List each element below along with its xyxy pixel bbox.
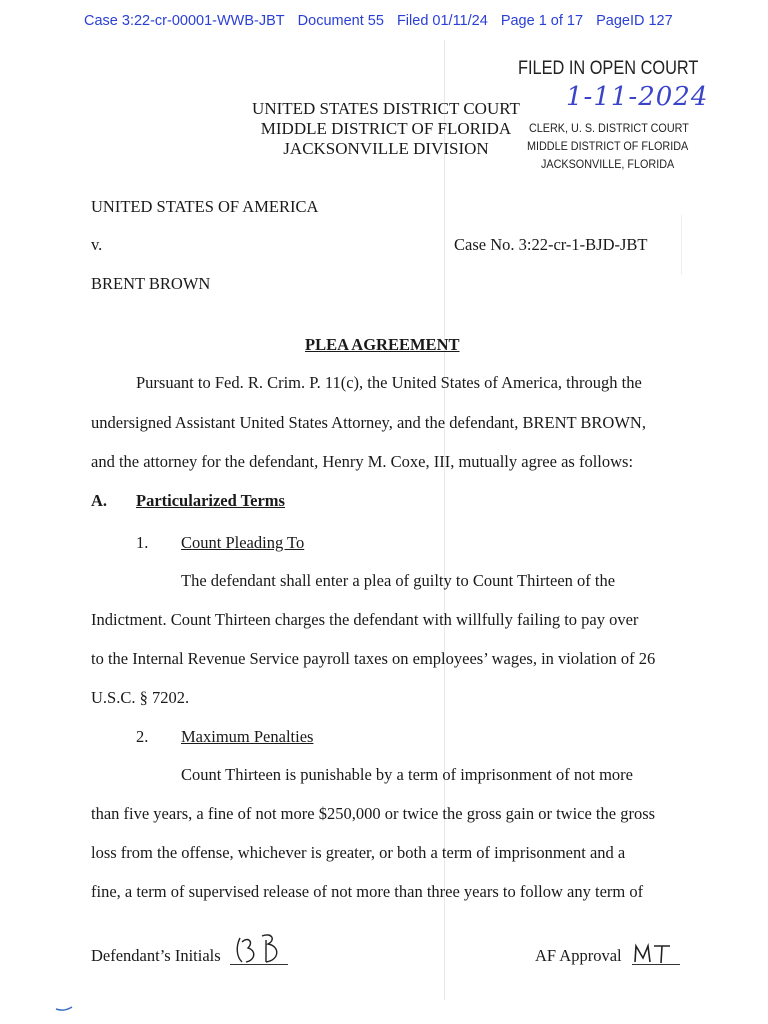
af-approval-signature: [632, 942, 680, 966]
item2-line-4: fine, a term of supervised release of not more than three years to follow any term of: [91, 882, 644, 901]
stamp-district: MIDDLE DISTRICT OF FLORIDA: [527, 139, 689, 153]
item2-line-2: than five years, a fine of not more $250,000 or twice the gross gain or twice the gross: [91, 804, 656, 823]
stamp-city: JACKSONVILLE, FLORIDA: [541, 157, 675, 171]
stamp-clerk: CLERK, U. S. DISTRICT COURT: [529, 121, 689, 135]
af-approval-label: AF Approval: [535, 946, 622, 965]
defendant-initials-label: Defendant’s Initials: [91, 946, 221, 965]
section-a-heading: Particularized Terms: [136, 491, 285, 510]
scan-mark: [681, 215, 682, 275]
filed-in-open-court-stamp: FILED IN OPEN COURT: [518, 58, 699, 79]
item1-line-3: to the Internal Revenue Service payroll taxes on employees’ wages, in violation of 26: [91, 649, 656, 668]
item2-line-1: Count Thirteen is punishable by a term of imprisonment of not more: [181, 765, 633, 784]
case-number-caption: Case No. 3:22-cr-1-BJD-JBT: [454, 235, 648, 254]
court-name-line1: UNITED STATES DISTRICT COURT: [252, 99, 520, 118]
case-number: Case 3:22-cr-00001-WWB-JBT: [84, 13, 285, 29]
intro-line-3: and the attorney for the defendant, Henry M. Coxe, III, mutually agree as follows:: [91, 452, 634, 471]
intro-line-1: Pursuant to Fed. R. Crim. P. 11(c), the United States of America, through the: [136, 373, 642, 392]
document-title: PLEA AGREEMENT: [305, 335, 460, 354]
document-number: Document 55: [297, 13, 384, 29]
ecf-header: [84, 13, 682, 29]
versus: v.: [91, 235, 103, 254]
court-name-line3: JACKSONVILLE DIVISION: [283, 139, 489, 158]
page-number: Page 1 of 17: [500, 13, 584, 29]
section-a-letter: A.: [91, 491, 108, 510]
filed-date: Filed 01/11/24: [396, 13, 488, 29]
page-id: PageID 127: [596, 13, 673, 29]
intro-line-2: undersigned Assistant United States Attorney, and the defendant, BRENT BROWN,: [91, 413, 646, 432]
handwritten-filing-date: 1-11-2024: [566, 82, 709, 112]
court-name-line2: MIDDLE DISTRICT OF FLORIDA: [260, 119, 512, 138]
item1-heading: Count Pleading To: [181, 533, 305, 552]
item1-number: 1.: [136, 533, 149, 552]
item2-line-3: loss from the offense, whichever is greater, or both a term of imprisonment and a: [91, 843, 626, 862]
item2-heading: Maximum Penalties: [181, 727, 314, 746]
item1-line-4: U.S.C. § 7202.: [91, 688, 190, 707]
defendant-initials-signature: [232, 932, 290, 966]
scan-artifact: [54, 1004, 74, 1012]
plaintiff-name: UNITED STATES OF AMERICA: [91, 197, 319, 216]
item1-line-1: The defendant shall enter a plea of guilty to Count Thirteen of the: [181, 571, 616, 590]
item1-line-2: Indictment. Count Thirteen charges the defendant with willfully failing to pay over: [91, 610, 639, 629]
defendant-name: BRENT BROWN: [91, 274, 211, 293]
item2-number: 2.: [136, 727, 149, 746]
